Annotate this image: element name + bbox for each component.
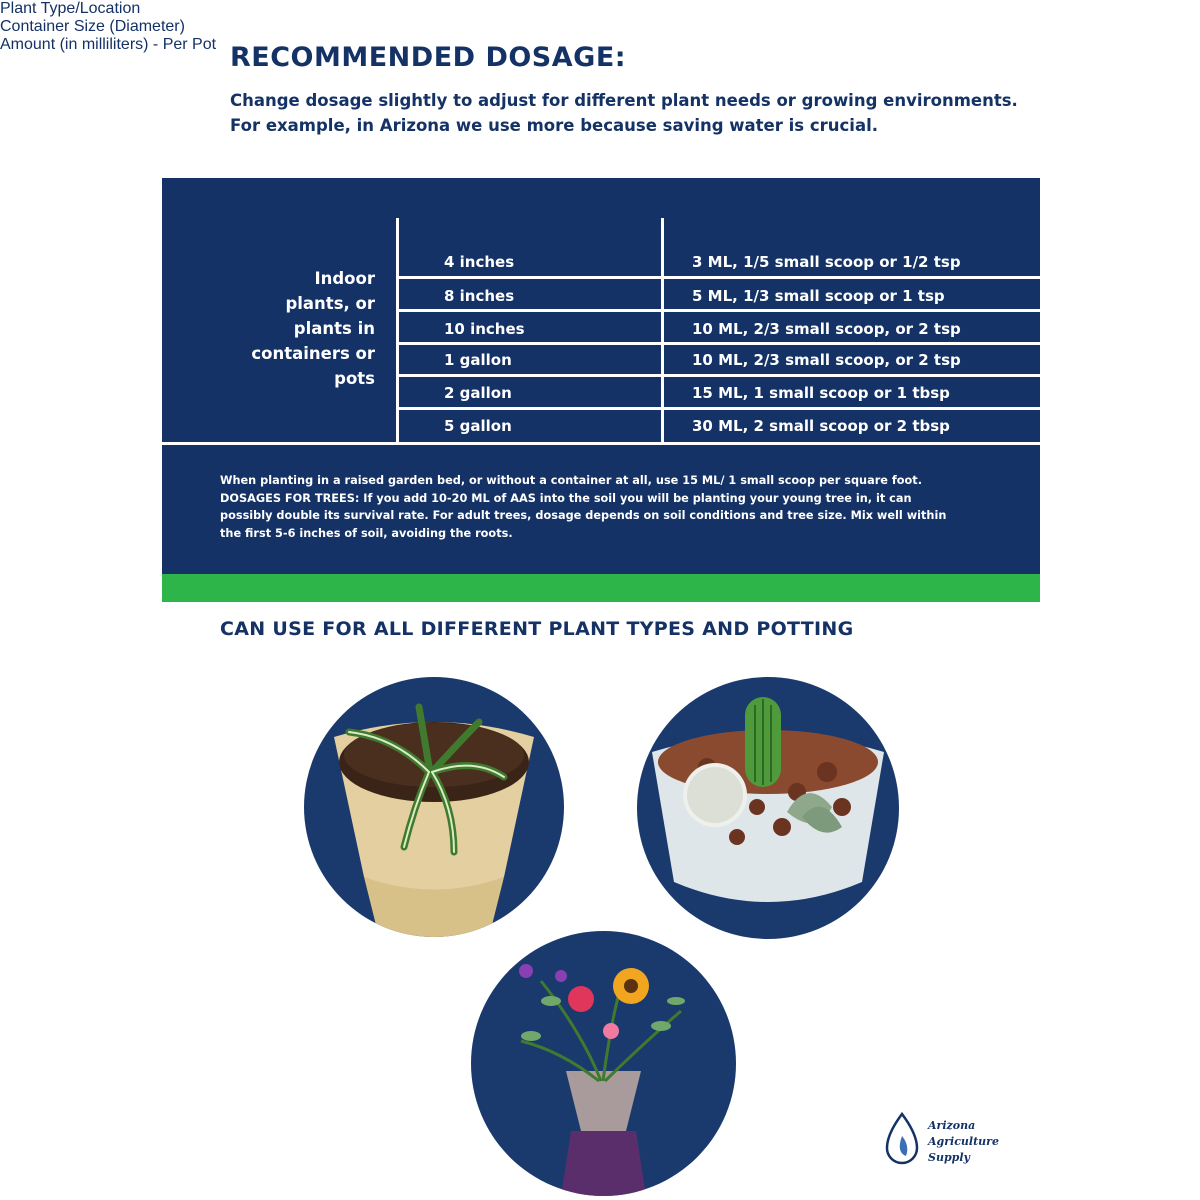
size-cell: 8 inches [444, 287, 515, 305]
photo-spider-plant [304, 677, 564, 937]
dosage-note [220, 472, 980, 542]
row-divider [399, 374, 1040, 377]
header-container-size: Container Size (Diameter) [0, 18, 185, 35]
spider-plant-illustration [304, 677, 564, 937]
brand-line: Agriculture [928, 1135, 999, 1148]
brand-line: Arizona [928, 1119, 976, 1132]
row-label-line: plants in [293, 319, 375, 338]
table-bottom-divider [162, 442, 1040, 445]
header-plant-type: Plant Type/Location [0, 0, 141, 17]
water-drop-logo-icon [882, 1112, 922, 1168]
row-divider [399, 309, 1040, 312]
amount-cell: 30 ML, 2 small scoop or 2 tbsp [692, 417, 950, 435]
green-accent-bar [162, 574, 1040, 602]
page-title: RECOMMENDED DOSAGE: [230, 42, 627, 73]
amount-cell: 3 ML, 1/5 small scoop or 1/2 tsp [692, 253, 961, 271]
bouquet-illustration [471, 931, 736, 1196]
note-line: When planting in a raised garden bed, or without a container at all, use 15 ML/ 1 small scoop per square foot. [220, 474, 922, 487]
note-line: the first 5-6 inches of soil, avoiding the roots. [220, 526, 513, 540]
photo-cactus-bowl [637, 677, 899, 939]
row-label-line: plants, or [285, 294, 375, 313]
intro-text [230, 88, 1090, 138]
row-divider [399, 342, 1040, 345]
column-divider [396, 218, 399, 444]
row-divider [399, 407, 1040, 410]
note-line: possibly double its survival rate. For adult trees, dosage depends on soil conditions and tree size. Mix well within [220, 509, 947, 522]
column-divider [661, 218, 664, 444]
intro-line-1: Change dosage slightly to adjust for different plant needs or growing environments. [230, 91, 1018, 110]
row-label-line: Indoor [314, 269, 375, 288]
size-cell: 10 inches [444, 320, 525, 338]
brand-line: Supply [928, 1151, 970, 1164]
size-cell: 1 gallon [444, 351, 512, 369]
size-cell: 4 inches [444, 253, 515, 271]
amount-cell: 10 ML, 2/3 small scoop, or 2 tsp [692, 320, 961, 338]
row-label-line: containers or [251, 344, 375, 363]
section-title: CAN USE FOR ALL DIFFERENT PLANT TYPES AND POTTING [220, 618, 854, 640]
row-label-line: pots [334, 369, 375, 388]
cactus-illustration [637, 677, 899, 939]
brand-name [928, 1118, 1018, 1166]
header-amount: Amount (in milliliters) - Per Pot [0, 36, 217, 53]
amount-cell: 15 ML, 1 small scoop or 1 tbsp [692, 384, 950, 402]
amount-cell: 5 ML, 1/3 small scoop or 1 tsp [692, 287, 945, 305]
note-line: DOSAGES FOR TREES: If you add 10-20 ML of AAS into the soil you will be planting your young tree in, it can [220, 491, 912, 505]
amount-cell: 10 ML, 2/3 small scoop, or 2 tsp [692, 351, 961, 369]
intro-line-2: For example, in Arizona we use more because saving water is crucial. [230, 116, 879, 135]
size-cell: 5 gallon [444, 417, 512, 435]
row-divider [399, 276, 1040, 279]
photo-flower-bouquet [471, 931, 736, 1196]
row-label-indoor [170, 266, 375, 391]
size-cell: 2 gallon [444, 384, 512, 402]
